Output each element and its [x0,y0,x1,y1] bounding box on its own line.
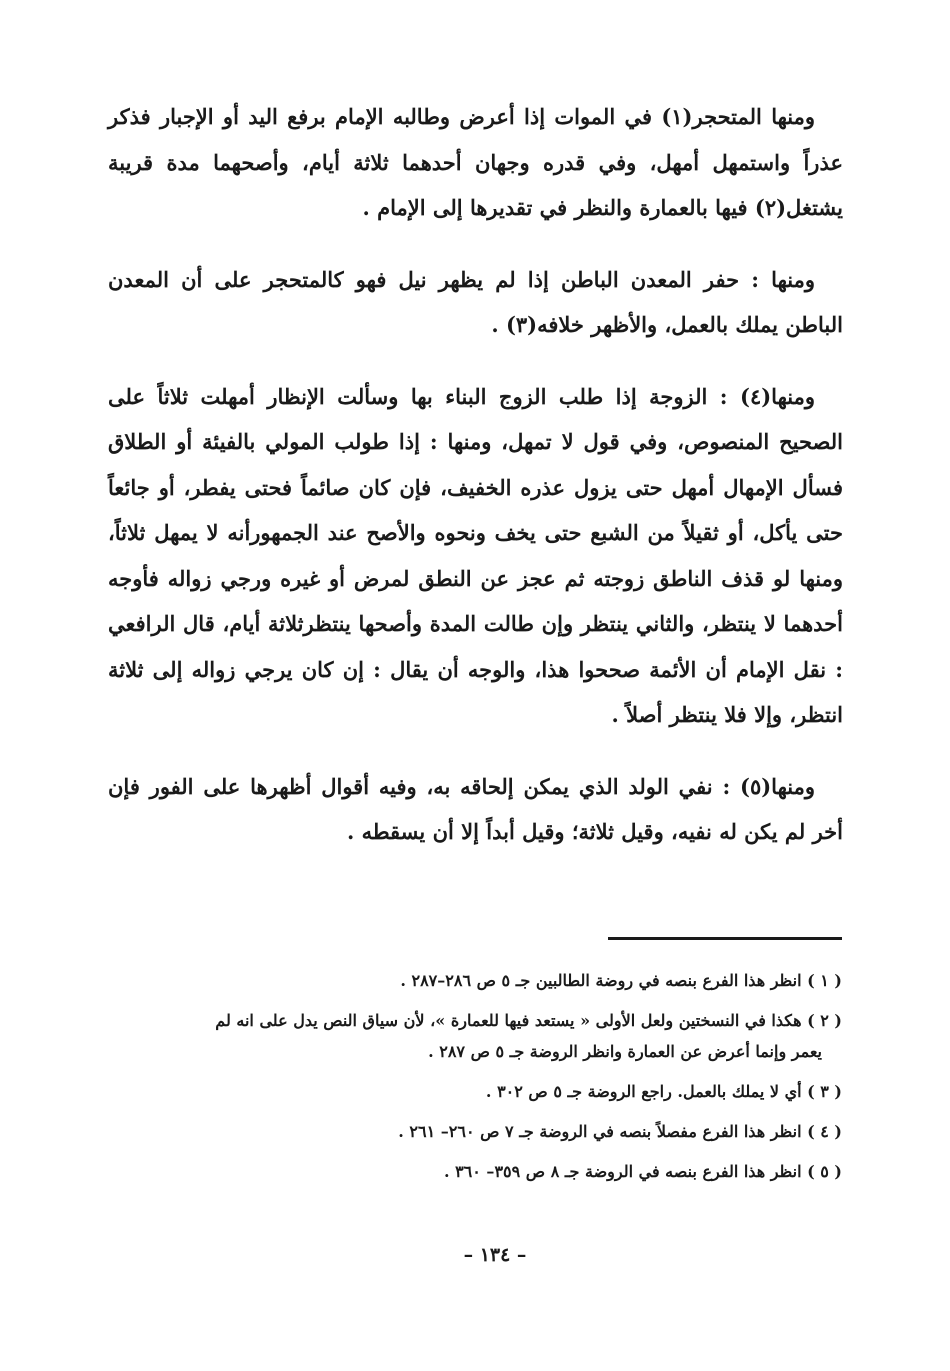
page-number: – ١٣٤ – [463,1244,527,1266]
footnote-3: ( ٣ ) أي لا يملك بالعمل. راجع الروضة جـ ٥ ص ٣٠٢ . [485,1082,842,1101]
main-text [108,94,843,855]
paragraph-child-denial: ومنها(٥) : نفي الولد الذي يمكن إلحاقه به، وفيه أقوال أظهرها على الفور فإن أخر لم يكن له نفيه، وقيل ثلاثة؛ وقيل أبداً إلا أن يسقطه . [108,773,843,844]
footnote-2: ( ٢ ) هكذا في النسختين ولعل الأولى « يستعد فيها للعمارة »، لأن سياق النص يدل على انه لم [215,1011,842,1030]
footnote-2-continuation: يعمر وإنما أعرض عن العمارة وانظر الروضة جـ ٥ ص ٢٨٧ . [428,1042,822,1061]
paragraph-mutahajjir: ومنها المتحجر(١) في الموات إذا أعرض وطالبه الإمام برفع اليد أو الإجبار فذكر عذراً واستمهل أمهل، وفي قدره وجهان أحدهما ثلاثة أيام، وأصحهما مدة قريبة يشتغل(٢) فيها بالعمارة والنظر في تقديرها إلى الإمام . [108,104,843,220]
footnotes [112,965,842,1196]
paragraph-wife-and-muli: ومنها(٤) : الزوجة إذا طلب الزوج البناء بها وسألت الإنظار أمهلت ثلاثاً على الصحيح المنصوص، وفي قول لا تمهل، ومنها : إذا طولب المولي بالفيئة أو الطلاق فسأل الإمهال أمهل حتى يزول عذره الخفيف، فإن كان صائماً فحتى يفطر، أو جائعاً حتى يأكل، أو ثقيلاً من الشبع حتى يخف ونحوه والأصح عند الجمهورأنه لا يمهل ثلاثاً، ومنها لو قذف الناطق زوجته ثم عجز عن النطق لمرض أو غيره ورجي زواله فأوجه أحدهما لا ينتظر، والثاني ينتظر وإن طالت المدة وأصحها ينتظرثلاثة أيام، قال الرافعي : نقل الإمام أن الأئمة صححوا هذا، والوجه أن يقال : إن كان يرجي زواله إلى ثلاثة انتظر، وإلا فلا ينتظر أصلاً . [108,383,843,727]
footnote-4: ( ٤ ) انظر هذا الفرع مفصلاً بنصه في الروضة جـ ٧ ص ٢٦٠– ٢٦١ . [398,1122,842,1141]
footnote-5: ( ٥ ) انظر هذا الفرع بنصه في الروضة جـ ٨ ص ٣٥٩– ٣٦٠ . [443,1162,842,1181]
paragraph-hidden-mine: ومنها : حفر المعدن الباطن إذا لم يظهر نيل فهو كالمتحجر على أن المعدن الباطن يملك بالعمل، والأظهر خلافه(٣) . [108,266,843,337]
footnote-1: ( ١ ) انظر هذا الفرع بنصه في روضة الطالبين جـ ٥ ص ٢٨٦–٢٨٧ . [400,971,842,990]
footnote-separator [608,937,842,940]
